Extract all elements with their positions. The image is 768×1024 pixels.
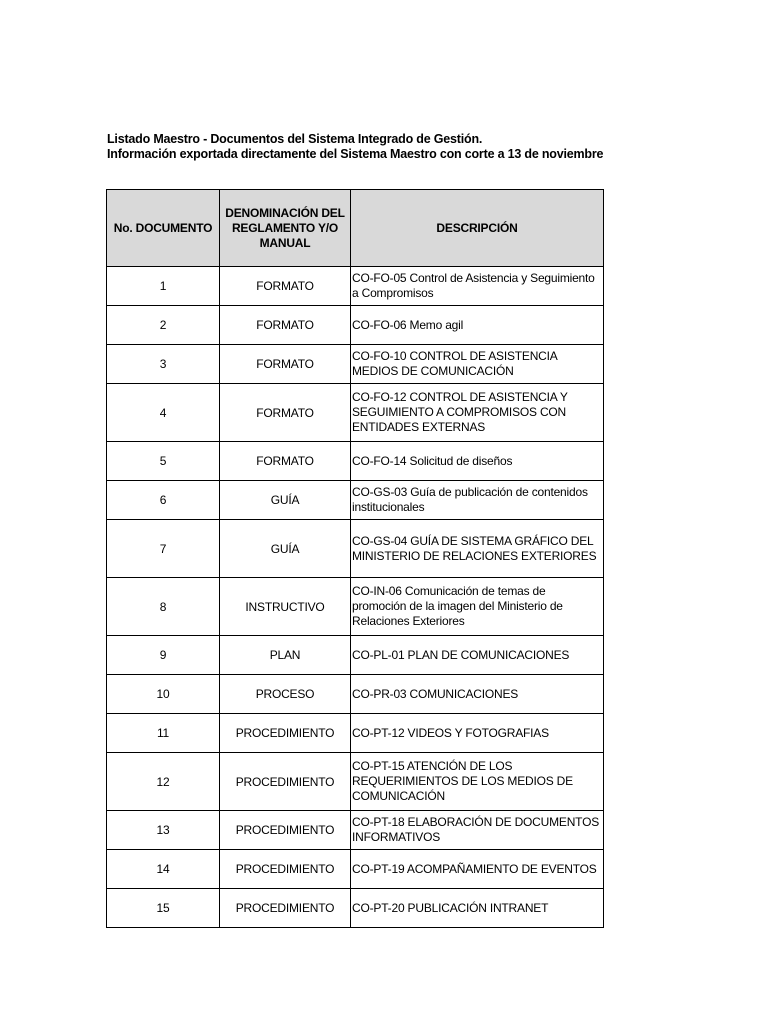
row-number: 2 bbox=[107, 306, 220, 345]
row-number: 5 bbox=[107, 442, 220, 481]
table-row bbox=[107, 345, 604, 384]
row-number: 8 bbox=[107, 578, 220, 636]
row-type: PROCEDIMIENTO bbox=[220, 714, 351, 753]
row-type: INSTRUCTIVO bbox=[220, 578, 351, 636]
table-row bbox=[107, 850, 604, 889]
row-description: CO-PT-19 ACOMPAÑAMIENTO DE EVENTOS bbox=[351, 850, 604, 889]
row-description: CO-FO-14 Solicitud de diseños bbox=[351, 442, 604, 481]
row-type: FORMATO bbox=[220, 442, 351, 481]
row-type: PROCEDIMIENTO bbox=[220, 811, 351, 850]
column-header-denomination: DENOMINACIÓN DEL REGLAMENTO Y/O MANUAL bbox=[220, 190, 351, 267]
row-number: 4 bbox=[107, 384, 220, 442]
row-number: 1 bbox=[107, 267, 220, 306]
document-header bbox=[107, 132, 768, 162]
row-type: GUÍA bbox=[220, 481, 351, 520]
row-description: CO-IN-06 Comunicación de temas de promoción de la imagen del Ministerio de Relaciones Exteriores bbox=[351, 578, 604, 636]
row-number: 3 bbox=[107, 345, 220, 384]
row-description: CO-PL-01 PLAN DE COMUNICACIONES bbox=[351, 636, 604, 675]
row-number: 13 bbox=[107, 811, 220, 850]
row-description: CO-PT-12 VIDEOS Y FOTOGRAFIAS bbox=[351, 714, 604, 753]
row-description: CO-FO-06 Memo agil bbox=[351, 306, 604, 345]
row-number: 11 bbox=[107, 714, 220, 753]
column-header-description: DESCRIPCIÓN bbox=[351, 190, 604, 267]
table-row bbox=[107, 384, 604, 442]
row-type: FORMATO bbox=[220, 267, 351, 306]
row-description: CO-PT-20 PUBLICACIÓN INTRANET bbox=[351, 889, 604, 928]
row-number: 9 bbox=[107, 636, 220, 675]
row-type: PROCEDIMIENTO bbox=[220, 889, 351, 928]
row-description: CO-PR-03 COMUNICACIONES bbox=[351, 675, 604, 714]
table-row bbox=[107, 811, 604, 850]
row-description: CO-FO-12 CONTROL DE ASISTENCIA Y SEGUIMIENTO A COMPROMISOS CON ENTIDADES EXTERNAS bbox=[351, 384, 604, 442]
table-row bbox=[107, 306, 604, 345]
table-header-row bbox=[107, 190, 604, 267]
table-row bbox=[107, 267, 604, 306]
table-row bbox=[107, 520, 604, 578]
row-number: 14 bbox=[107, 850, 220, 889]
row-description: CO-PT-15 ATENCIÓN DE LOS REQUERIMIENTOS DE LOS MEDIOS DE COMUNICACIÓN bbox=[351, 753, 604, 811]
export-note: Información exportada directamente del Sistema Maestro con corte a 13 de noviembre bbox=[107, 147, 604, 161]
row-type: FORMATO bbox=[220, 384, 351, 442]
row-number: 12 bbox=[107, 753, 220, 811]
document-title: Listado Maestro - Documentos del Sistema Integrado de Gestión. bbox=[107, 132, 483, 146]
table-row bbox=[107, 675, 604, 714]
table-row bbox=[107, 889, 604, 928]
table-row bbox=[107, 442, 604, 481]
table-row bbox=[107, 636, 604, 675]
table-row bbox=[107, 578, 604, 636]
row-type: PROCEDIMIENTO bbox=[220, 850, 351, 889]
row-type: FORMATO bbox=[220, 306, 351, 345]
row-type: PLAN bbox=[220, 636, 351, 675]
row-type: GUÍA bbox=[220, 520, 351, 578]
row-description: CO-GS-03 Guía de publicación de contenidos institucionales bbox=[351, 481, 604, 520]
row-type: FORMATO bbox=[220, 345, 351, 384]
row-type: PROCESO bbox=[220, 675, 351, 714]
column-header-number: No. DOCUMENTO bbox=[107, 190, 220, 267]
row-number: 7 bbox=[107, 520, 220, 578]
table-row bbox=[107, 481, 604, 520]
row-number: 10 bbox=[107, 675, 220, 714]
row-number: 15 bbox=[107, 889, 220, 928]
master-document-table bbox=[106, 189, 604, 928]
row-description: CO-PT-18 ELABORACIÓN DE DOCUMENTOS INFORMATIVOS bbox=[351, 811, 604, 850]
table-row bbox=[107, 714, 604, 753]
row-description: CO-GS-04 GUÍA DE SISTEMA GRÁFICO DEL MINISTERIO DE RELACIONES EXTERIORES bbox=[351, 520, 604, 578]
row-description: CO-FO-10 CONTROL DE ASISTENCIA MEDIOS DE COMUNICACIÓN bbox=[351, 345, 604, 384]
row-number: 6 bbox=[107, 481, 220, 520]
table-row bbox=[107, 753, 604, 811]
row-type: PROCEDIMIENTO bbox=[220, 753, 351, 811]
row-description: CO-FO-05 Control de Asistencia y Seguimiento a Compromisos bbox=[351, 267, 604, 306]
